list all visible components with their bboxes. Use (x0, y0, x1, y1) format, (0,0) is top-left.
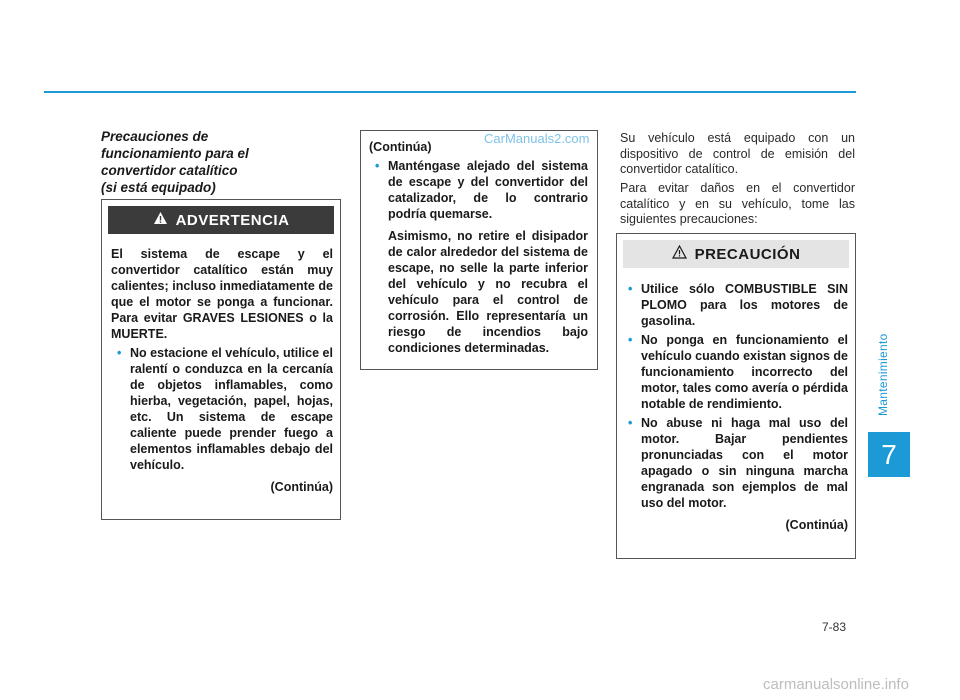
bullet-dot-icon: • (628, 333, 633, 347)
warning-intro: El sistema de escape y el convertidor catalítico están muy calientes; incluso inmediatamente de que el motor se ponga a funcionar. Para evitar GRAVES LESIONES o la MUERTE. (111, 247, 333, 341)
continued-body (361, 131, 597, 356)
bullet-dot-icon: • (117, 346, 122, 360)
footer-watermark: carmanualsonline.info (763, 676, 909, 693)
body-paragraph: Su vehículo está equipado con un dispositivo de control de emisión del convertidor catalítico. (620, 131, 855, 176)
section-title-line: convertidor catalítico (101, 163, 238, 178)
caution-bullet (622, 332, 848, 412)
caution-bullet (622, 281, 848, 329)
continued-heading: (Continúa) (369, 140, 432, 154)
caution-continued: (Continúa) (785, 518, 848, 532)
warning-bullet (111, 345, 333, 473)
caution-body (617, 268, 855, 533)
caution-bullet-text: No abuse ni haga mal uso del motor. Bajar pendientes pronunciadas con el motor apagado o sin ninguna marcha engranada son ejemplos de mal uso del motor. (641, 416, 848, 510)
warning-box (101, 199, 341, 520)
section-title (101, 128, 341, 196)
warning-banner-label: ADVERTENCIA (175, 211, 290, 229)
continued-warning-box (360, 130, 598, 370)
body-paragraph: Para evitar daños en el convertidor catalítico y en su vehículo, tome las siguientes precauciones: (620, 181, 855, 226)
page-number: 7-83 (822, 620, 847, 634)
caution-bullet-text: Utilice sólo COMBUSTIBLE SIN PLOMO para los motores de gasolina. (641, 282, 848, 328)
watermark: CarManuals2.com (484, 131, 590, 146)
warning-triangle-icon (153, 211, 168, 229)
chapter-side-label: Mantenimiento (876, 333, 890, 417)
warning-banner (108, 206, 334, 234)
section-title-line: Precauciones de (101, 129, 209, 144)
bullet-dot-icon: • (375, 159, 380, 173)
bullet-dot-icon: • (628, 282, 633, 296)
bullet-dot-icon: • (628, 416, 633, 430)
header-rule (44, 91, 856, 93)
warning-bullet-text: No estacione el vehículo, utilice el ralentí o conduzca en la cercanía de objetos inflamables, como hierba, vegetación, papel, hojas, etc. Un sistema de escape caliente puede prender fuego a elementos inflamables debajo del vehículo. (130, 346, 333, 472)
caution-triangle-icon (672, 245, 687, 263)
caution-bullet-text: No ponga en funcionamiento el vehículo cuando existan signos de funcionamiento incorrecto del motor, tales como avería o pérdida notable de rendimiento. (641, 333, 848, 411)
chapter-number-badge: 7 (868, 432, 910, 477)
warning-continued: (Continúa) (270, 480, 333, 494)
section-title-line: funcionamiento para el (101, 146, 249, 161)
caution-banner (623, 240, 849, 268)
caution-banner-label: PRECAUCIÓN (694, 245, 801, 263)
continued-paragraph: Asimismo, no retire el disipador de calor alrededor del sistema de escape, no selle la parte inferior del vehículo y no recubra el vehículo para el control de corrosión. Ello representaría un riesgo de incendios bajo condiciones determinadas. (388, 229, 588, 355)
warning-body (102, 234, 340, 495)
continued-bullet-text: Manténgase alejado del sistema de escape y del convertidor del catalizador, de lo contrario podría quemarse. (388, 159, 588, 221)
section-title-line: (si está equipado) (101, 180, 216, 195)
continued-bullet (369, 158, 588, 222)
caution-box (616, 233, 856, 559)
caution-bullet (622, 415, 848, 511)
